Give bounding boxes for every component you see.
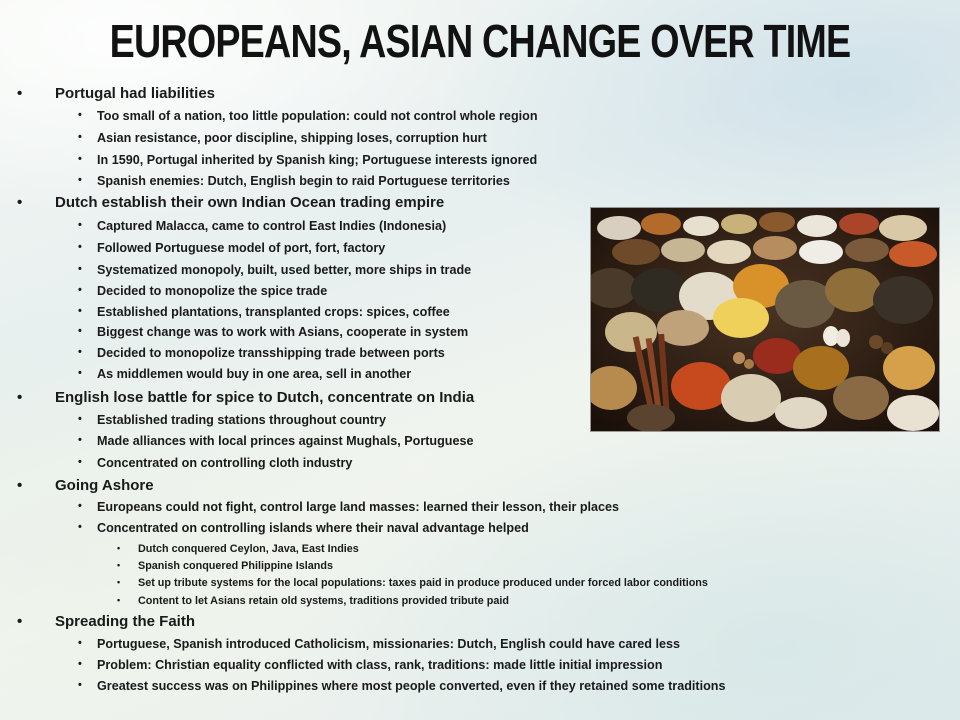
list-item-text: Decided to monopolize transshipping trade between ports — [97, 346, 445, 360]
bullet-icon: • — [78, 679, 82, 691]
bullet-icon: • — [17, 613, 23, 630]
bullet-icon: • — [78, 521, 82, 533]
list-item-text: Portuguese, Spanish introduced Catholicism, missionaries: Dutch, English could have cared less — [97, 637, 680, 651]
bullet-icon: • — [78, 434, 82, 446]
bullet-icon: • — [117, 560, 121, 570]
section-heading-text: Going Ashore — [55, 477, 154, 494]
slide-title: EUROPEANS, ASIAN CHANGE OVER TIME — [109, 15, 851, 67]
bullet-icon: • — [117, 595, 121, 605]
bullet-icon: • — [117, 577, 121, 587]
bullet-icon: • — [78, 367, 82, 379]
bullet-icon: • — [17, 389, 23, 406]
bullet-icon: • — [78, 174, 82, 186]
list-item-text: Biggest change was to work with Asians, cooperate in system — [97, 325, 469, 339]
sub-list-item-text: Set up tribute systems for the local populations: taxes paid in produce produced under forced labor conditions — [138, 577, 708, 589]
bullet-icon: • — [78, 241, 82, 253]
bullet-icon: • — [17, 194, 23, 211]
list-item-text: Problem: Christian equality conflicted with class, rank, traditions: made little initial impression — [97, 658, 663, 672]
bullet-icon: • — [78, 219, 82, 231]
bullet-icon: • — [78, 131, 82, 143]
bullet-icon: • — [78, 637, 82, 649]
bullet-icon: • — [78, 325, 82, 337]
bullet-icon: • — [78, 456, 82, 468]
list-item-text: Europeans could not fight, control large land masses: learned their lesson, their places — [97, 500, 620, 514]
spice-photo — [590, 207, 940, 432]
list-item-text: Asian resistance, poor discipline, shipping loses, corruption hurt — [97, 131, 487, 145]
section-heading-text: English lose battle for spice to Dutch, concentrate on India — [55, 389, 475, 406]
list-item-text: Too small of a nation, too little population: could not control whole region — [97, 109, 538, 123]
list-item-text: Made alliances with local princes against Mughals, Portuguese — [97, 434, 474, 448]
list-item-text: Concentrated on controlling islands where their naval advantage helped — [97, 521, 529, 535]
bullet-icon: • — [78, 346, 82, 358]
bullet-icon: • — [78, 413, 82, 425]
bullet-icon: • — [78, 284, 82, 296]
list-item-text: Established plantations, transplanted crops: spices, coffee — [97, 305, 450, 319]
list-item-text: In 1590, Portugal inherited by Spanish king; Portuguese interests ignored — [97, 153, 538, 167]
list-item-text: Systematized monopoly, built, used better, more ships in trade — [97, 263, 472, 277]
bullet-icon: • — [78, 109, 82, 121]
list-item-text: Followed Portuguese model of port, fort, factory — [97, 241, 386, 255]
bullet-icon: • — [78, 658, 82, 670]
sub-list-item-text: Spanish conquered Philippine Islands — [138, 560, 333, 572]
list-item-text: Decided to monopolize the spice trade — [97, 284, 328, 298]
list-item-text: Greatest success was on Philippines where most people converted, even if they retained some traditions — [97, 679, 726, 693]
bullet-icon: • — [17, 85, 23, 102]
bullet-icon: • — [78, 153, 82, 165]
list-item-text: Spanish enemies: Dutch, English begin to raid Portuguese territories — [97, 174, 510, 188]
section-heading-text: Spreading the Faith — [55, 613, 196, 630]
sub-list-item-text: Dutch conquered Ceylon, Java, East Indies — [138, 543, 359, 555]
bullet-icon: • — [78, 305, 82, 317]
list-item-text: Established trading stations throughout country — [97, 413, 386, 427]
list-item-text: Concentrated on controlling cloth industry — [97, 456, 353, 470]
bullet-icon: • — [78, 500, 82, 512]
bullet-icon: • — [117, 543, 121, 553]
bullet-icon: • — [17, 477, 23, 494]
sub-list-item-text: Content to let Asians retain old systems, traditions provided tribute paid — [138, 595, 509, 607]
list-item-text: Captured Malacca, came to control East Indies (Indonesia) — [97, 219, 447, 233]
section-heading-text: Portugal had liabilities — [55, 85, 216, 102]
section-heading-text: Dutch establish their own Indian Ocean trading empire — [55, 194, 445, 211]
list-item-text: As middlemen would buy in one area, sell in another — [97, 367, 412, 381]
bullet-icon: • — [78, 263, 82, 275]
